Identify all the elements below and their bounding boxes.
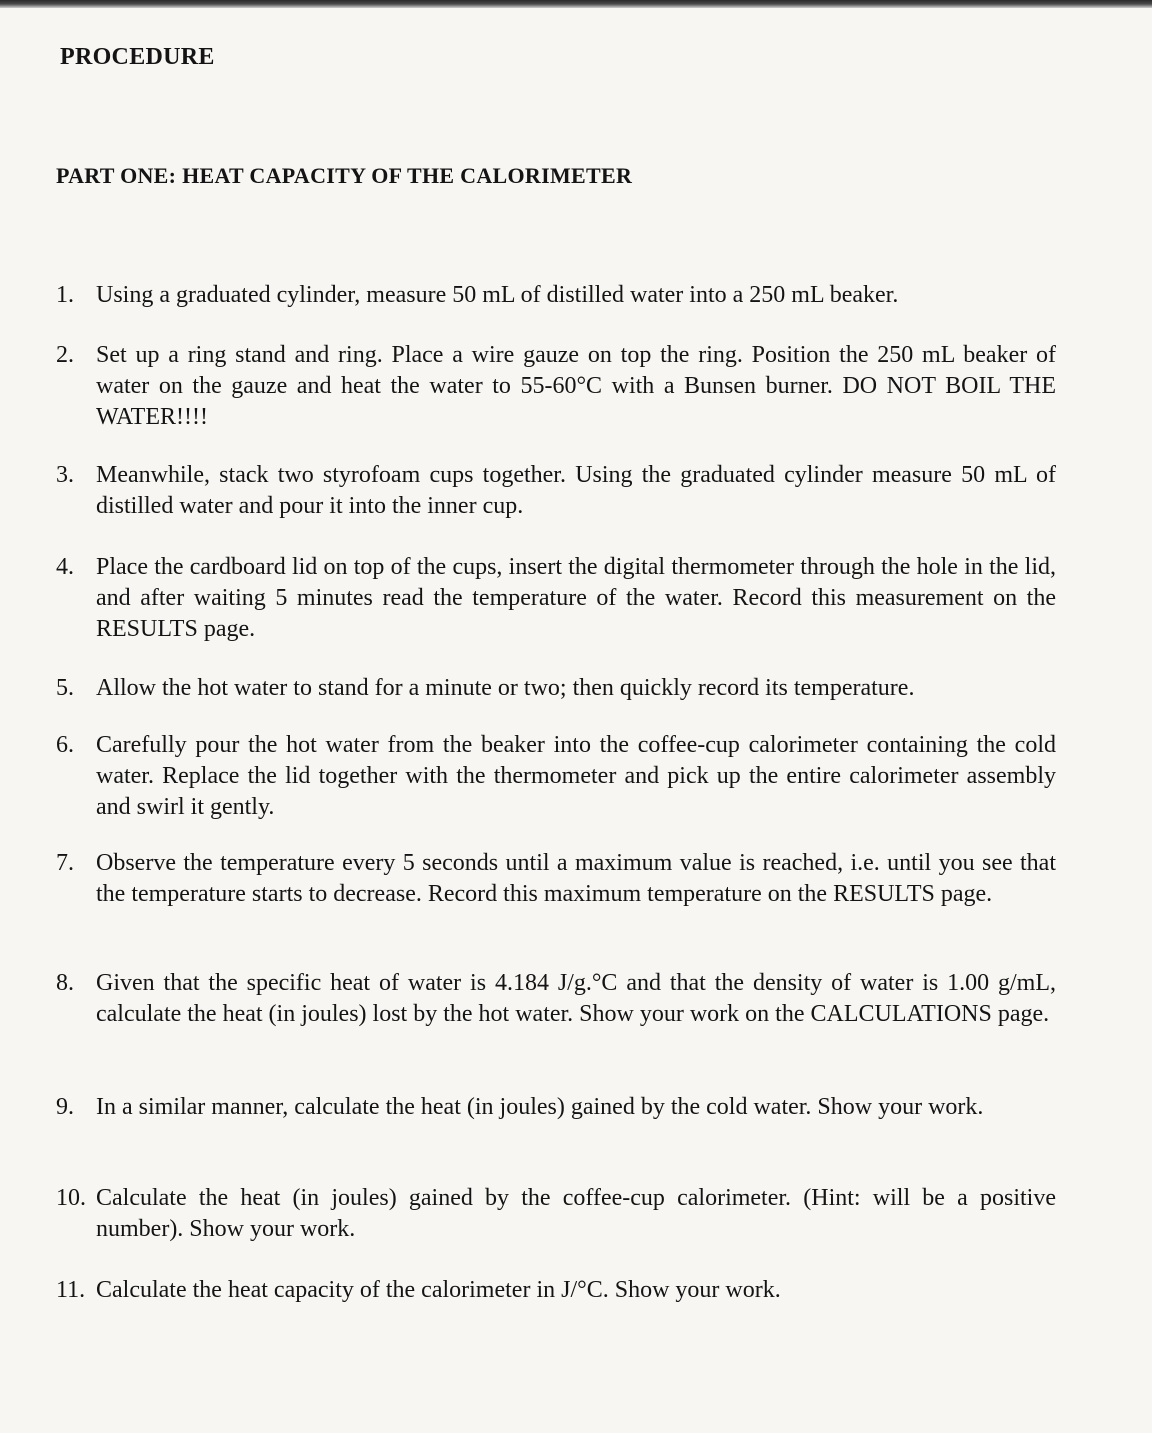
step-text: Calculate the heat (in joules) gained by the coffee-cup calorimeter. (Hint: will be a positive number). Show your work. — [96, 1185, 1056, 1242]
step-text: Place the cardboard lid on top of the cups, insert the digital thermometer through the hole in the lid, and after waiting 5 minutes read the temperature of the water. Record this measurement on the RESULTS page. — [96, 554, 1056, 642]
procedure-step-11 — [56, 1275, 1056, 1306]
section-heading-part-one: PART ONE: HEAT CAPACITY OF THE CALORIMETER — [56, 163, 633, 188]
step-number: 2. — [56, 342, 74, 368]
step-text: Given that the specific heat of water is 4.184 J/g.°C and that the density of water is 1.00 g/mL, calculate the heat (in joules) lost by the hot water. Show your work on the CALCULATIONS page. — [96, 970, 1056, 1027]
step-number: 7. — [56, 850, 74, 876]
step-text: Using a graduated cylinder, measure 50 mL of distilled water into a 250 mL beaker. — [96, 282, 899, 308]
procedure-step-3 — [56, 460, 1056, 522]
step-number: 9. — [56, 1094, 74, 1120]
step-number: 1. — [56, 282, 74, 308]
step-number: 11. — [56, 1277, 86, 1303]
procedure-step-8 — [56, 968, 1056, 1030]
procedure-step-2 — [56, 340, 1056, 433]
procedure-step-6 — [56, 730, 1056, 823]
step-text: In a similar manner, calculate the heat (in joules) gained by the cold water. Show your work. — [96, 1094, 984, 1120]
step-text: Meanwhile, stack two styrofoam cups together. Using the graduated cylinder measure 50 mL of distilled water and pour it into the inner cup. — [96, 462, 1056, 519]
step-number: 8. — [56, 970, 74, 996]
procedure-step-9 — [56, 1092, 1056, 1123]
step-text: Calculate the heat capacity of the calorimeter in J/°C. Show your work. — [96, 1277, 781, 1303]
step-number: 5. — [56, 675, 74, 701]
procedure-step-10 — [56, 1183, 1056, 1245]
step-number: 6. — [56, 732, 74, 758]
step-text: Carefully pour the hot water from the beaker into the coffee-cup calorimeter containing the cold water. Replace the lid together with the thermometer and pick up the entire calorimeter assembly and swirl it gently. — [96, 732, 1056, 820]
step-text: Set up a ring stand and ring. Place a wire gauze on top the ring. Position the 250 mL beaker of water on the gauze and heat the water to 55-60°C with a Bunsen burner. DO NOT BOIL THE WATER!!!! — [96, 342, 1056, 430]
step-number: 3. — [56, 462, 74, 488]
procedure-step-1 — [56, 280, 1056, 311]
step-number: 10. — [56, 1185, 86, 1211]
section-heading-procedure: PROCEDURE — [60, 44, 215, 70]
procedure-step-5 — [56, 673, 1056, 704]
step-text: Observe the temperature every 5 seconds until a maximum value is reached, i.e. until you see that the temperature starts to decrease. Record this maximum temperature on the RESULTS page. — [96, 850, 1056, 907]
step-number: 4. — [56, 554, 74, 580]
procedure-step-7 — [56, 848, 1056, 910]
step-text: Allow the hot water to stand for a minute or two; then quickly record its temperature. — [96, 675, 915, 701]
procedure-step-4 — [56, 552, 1056, 645]
